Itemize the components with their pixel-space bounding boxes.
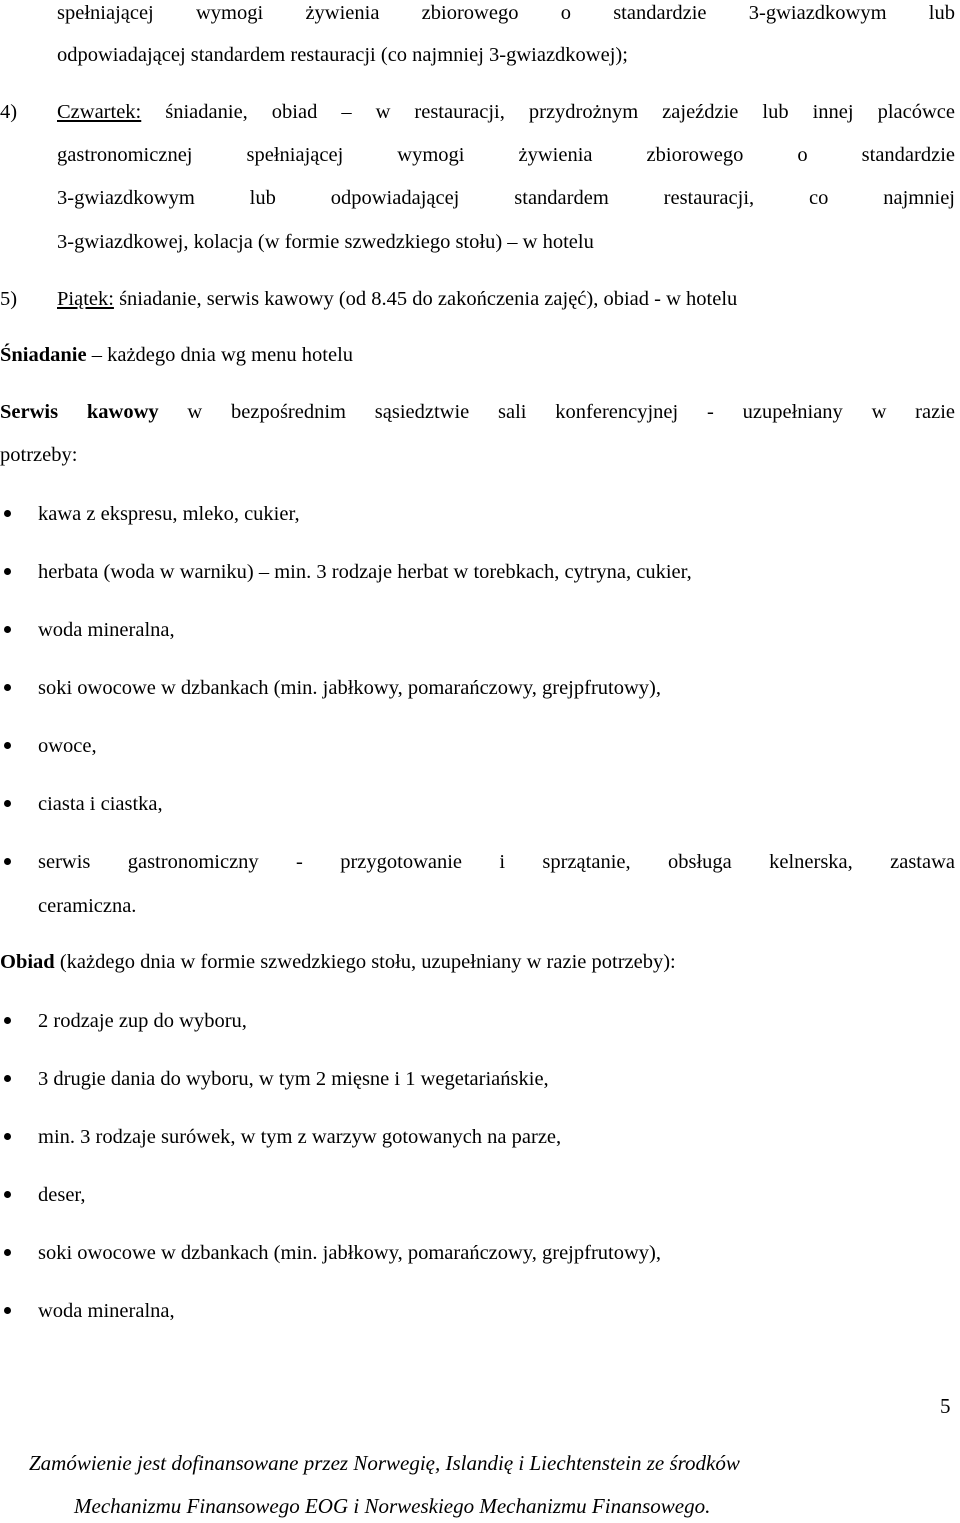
coffee-item: woda mineralna, bbox=[38, 619, 175, 641]
coffee-heading: Serwis kawowy bbox=[0, 401, 159, 423]
bullet-icon bbox=[4, 684, 11, 691]
breakfast-line bbox=[0, 343, 353, 367]
coffee-item-continued: ceramiczna. bbox=[38, 895, 137, 917]
coffee-item: soki owocowe w dzbankach (min. jabłkowy, pomarańczowy, grejpfrutowy), bbox=[38, 677, 661, 699]
lunch-item: deser, bbox=[38, 1184, 86, 1206]
day5-text: śniadanie, serwis kawowy (od 8.45 do zakończenia zajęć), obiad - w hotelu bbox=[113, 288, 738, 310]
day4-line-4: 3-gwiazdkowej, kolacja (w formie szwedzkiego stołu) – w hotelu bbox=[57, 231, 594, 253]
lunch-item: 3 drugie dania do wyboru, w tym 2 mięsne i 1 wegetariańskie, bbox=[38, 1068, 549, 1090]
bullet-icon bbox=[4, 1075, 11, 1082]
coffee-item: ciasta i ciastka, bbox=[38, 793, 163, 815]
bullet-icon bbox=[4, 626, 11, 633]
footer-line-1: Zamówienie jest dofinansowane przez Norwegię, Islandię i Liechtenstein ze środków bbox=[29, 1451, 740, 1475]
breakfast-heading: Śniadanie bbox=[0, 344, 87, 366]
bullet-icon bbox=[4, 1249, 11, 1256]
bullet-icon bbox=[4, 568, 11, 575]
bullet-icon bbox=[4, 800, 11, 807]
lunch-line bbox=[0, 950, 676, 974]
coffee-item: serwis gastronomiczny - przygotowanie i sprzątanie, obsługa kelnerska, zastawa bbox=[38, 851, 955, 873]
lunch-item: min. 3 rodzaje surówek, w tym z warzyw gotowanych na parze, bbox=[38, 1126, 562, 1148]
coffee-line-2: potrzeby: bbox=[0, 444, 78, 466]
bullet-icon bbox=[4, 510, 11, 517]
bullet-icon bbox=[4, 1307, 11, 1314]
coffee-text: w bezpośrednim sąsiedztwie sali konferencyjnej - uzupełniany w razie bbox=[158, 401, 955, 423]
lunch-item: soki owocowe w dzbankach (min. jabłkowy, pomarańczowy, grejpfrutowy), bbox=[38, 1242, 661, 1264]
day4-number: 4) bbox=[0, 101, 18, 123]
lunch-heading: Obiad bbox=[0, 951, 55, 973]
day4-line-1 bbox=[57, 100, 955, 124]
coffee-line-1 bbox=[0, 400, 955, 424]
day5-number: 5) bbox=[0, 288, 18, 310]
bullet-icon bbox=[4, 742, 11, 749]
day4-line-3: 3-gwiazdkowym lub odpowiadającej standardem restauracji, co najmniej bbox=[57, 187, 955, 209]
day5-label: Piątek: bbox=[57, 288, 114, 310]
intro-line-1: spełniającej wymogi żywienia zbiorowego o standardzie 3-gwiazdkowym lub bbox=[57, 2, 955, 24]
breakfast-text: – każdego dnia wg menu hotelu bbox=[86, 344, 354, 366]
coffee-item: kawa z ekspresu, mleko, cukier, bbox=[38, 503, 300, 525]
intro-line-2: odpowiadającej standardem restauracji (co najmniej 3-gwiazdkowej); bbox=[57, 44, 628, 66]
bullet-icon bbox=[4, 1191, 11, 1198]
bullet-icon bbox=[4, 1017, 11, 1024]
lunch-item: 2 rodzaje zup do wyboru, bbox=[38, 1010, 247, 1032]
coffee-item: herbata (woda w warniku) – min. 3 rodzaje herbat w torebkach, cytryna, cukier, bbox=[38, 561, 692, 583]
lunch-text: (każdego dnia w formie szwedzkiego stołu, uzupełniany w razie potrzeby): bbox=[54, 951, 676, 973]
footer-line-2: Mechanizmu Finansowego EOG i Norweskiego Mechanizmu Finansowego. bbox=[74, 1494, 711, 1518]
day4-line-2: gastronomicznej spełniającej wymogi żywienia zbiorowego o standardzie bbox=[57, 144, 955, 166]
coffee-item: owoce, bbox=[38, 735, 97, 757]
day4-label: Czwartek: bbox=[57, 101, 142, 123]
bullet-icon bbox=[4, 858, 11, 865]
lunch-item: woda mineralna, bbox=[38, 1300, 175, 1322]
day4-line-1-text: śniadanie, obiad – w restauracji, przydrożnym zajeździe lub innej placówce bbox=[141, 101, 955, 123]
day5-line bbox=[57, 287, 737, 311]
page-number: 5 bbox=[940, 1394, 951, 1418]
bullet-icon bbox=[4, 1133, 11, 1140]
